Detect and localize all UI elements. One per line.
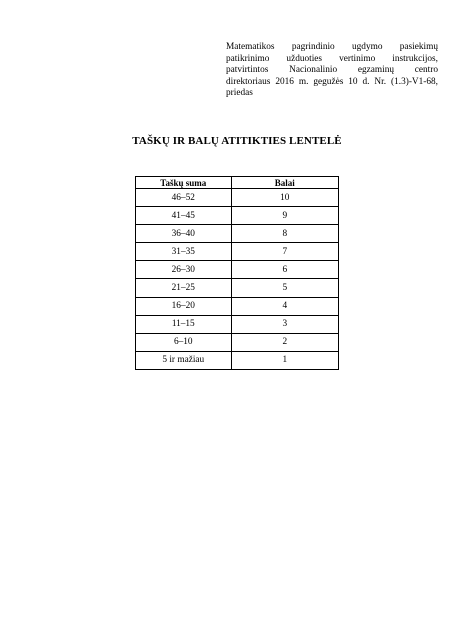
grade-cell: 10 xyxy=(231,189,338,207)
table-row xyxy=(136,243,339,261)
grade-cell: 5 xyxy=(231,279,338,297)
points-range-cell: 41–45 xyxy=(136,207,232,225)
table-row xyxy=(136,261,339,279)
document-header-note xyxy=(226,42,438,100)
grade-cell: 2 xyxy=(231,333,338,351)
table-row xyxy=(136,207,339,225)
note-line-5: priedas xyxy=(226,88,253,98)
grade-cell: 8 xyxy=(231,225,338,243)
grade-cell: 4 xyxy=(231,297,338,315)
grade-cell: 6 xyxy=(231,261,338,279)
table-row xyxy=(136,189,339,207)
page-title: TAŠKŲ IR BALŲ ATITIKTIES LENTELĖ xyxy=(132,135,342,147)
points-range-cell: 26–30 xyxy=(136,261,232,279)
column-header-grade: Balai xyxy=(231,177,338,189)
table-row xyxy=(136,333,339,351)
column-header-points: Taškų suma xyxy=(136,177,232,189)
table-row xyxy=(136,279,339,297)
score-conversion-table xyxy=(135,176,339,370)
table-row xyxy=(136,351,339,369)
note-line-1: Matematikos pagrindinio ugdymo pasiekimų xyxy=(226,42,438,52)
points-range-cell: 5 ir mažiau xyxy=(136,351,232,369)
table-header-row xyxy=(136,177,339,189)
table-row xyxy=(136,297,339,315)
note-line-3: patvirtintos Nacionalinio egzaminų centro xyxy=(226,65,438,75)
points-range-cell: 11–15 xyxy=(136,315,232,333)
grade-cell: 9 xyxy=(231,207,338,225)
grade-cell: 3 xyxy=(231,315,338,333)
points-range-cell: 31–35 xyxy=(136,243,232,261)
points-range-cell: 36–40 xyxy=(136,225,232,243)
table-row xyxy=(136,225,339,243)
grade-cell: 7 xyxy=(231,243,338,261)
grade-cell: 1 xyxy=(231,351,338,369)
points-range-cell: 21–25 xyxy=(136,279,232,297)
table-row xyxy=(136,315,339,333)
points-range-cell: 46–52 xyxy=(136,189,232,207)
points-range-cell: 6–10 xyxy=(136,333,232,351)
note-line-4: direktoriaus 2016 m. gegužės 10 d. Nr. (1.3)-V1-68, xyxy=(226,76,438,87)
note-line-2: patikrinimo užduoties vertinimo instrukcijos, xyxy=(226,53,438,64)
points-range-cell: 16–20 xyxy=(136,297,232,315)
